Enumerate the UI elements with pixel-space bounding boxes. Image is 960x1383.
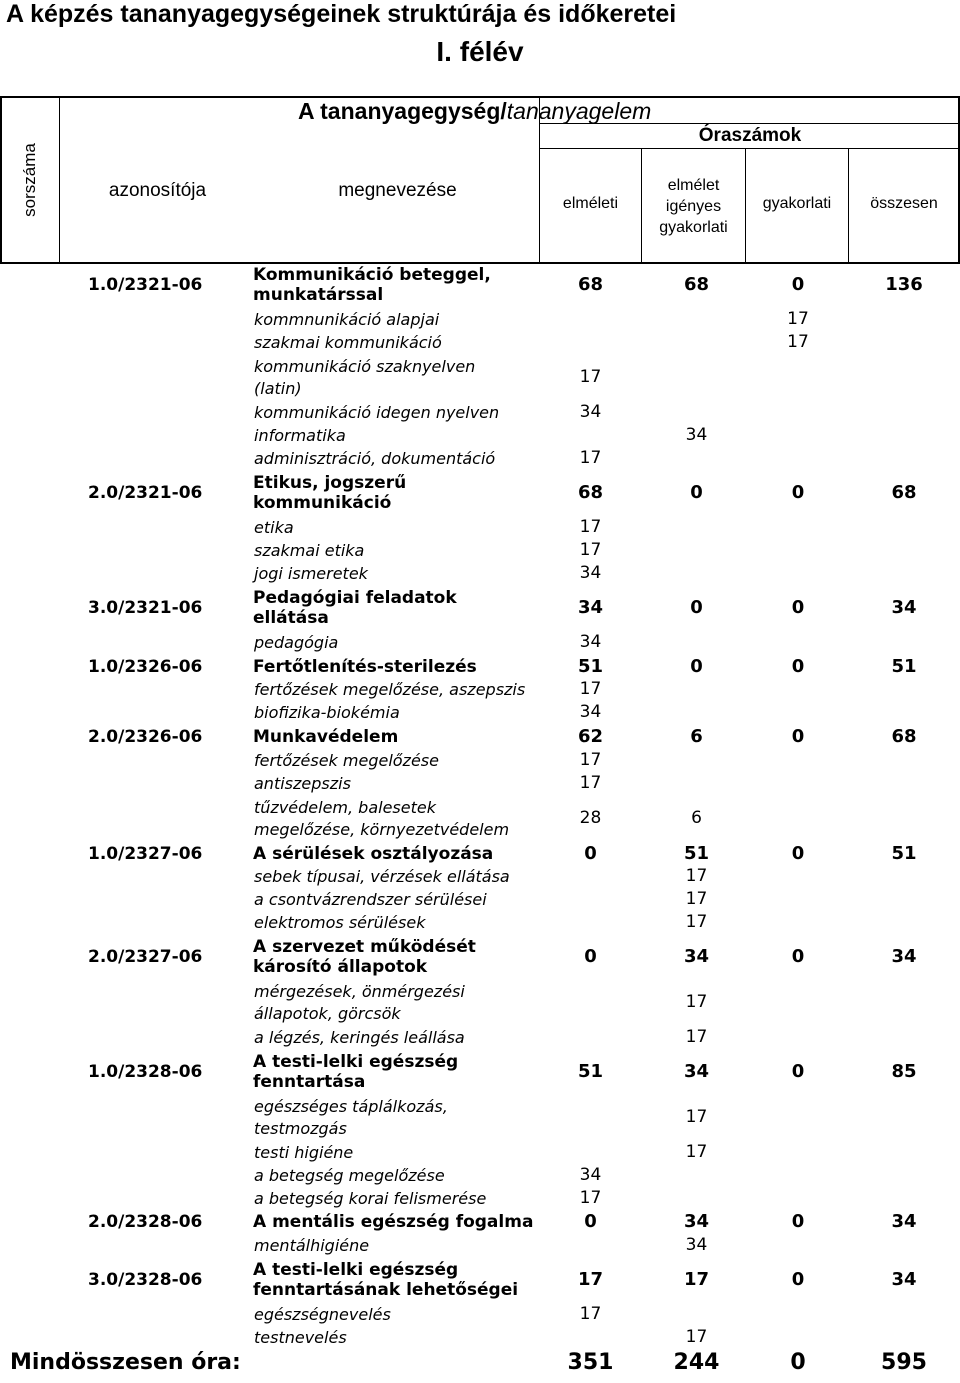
unit-name [253, 657, 477, 677]
unit-name [253, 1052, 458, 1092]
gyakorlati-value: 0 [791, 842, 805, 864]
azonositoja-label: azonosítója [108, 180, 207, 201]
elmeleti-value: 28 [579, 807, 602, 828]
name-line1: Pedagógiai feladatok [253, 588, 457, 608]
total-label: Mindösszesen óra: [10, 1350, 241, 1375]
element-row [0, 516, 960, 539]
elmeleti-value: 68 [577, 482, 604, 503]
name-line1: testi higiéne [254, 1142, 354, 1162]
osszesen-value: 51 [891, 655, 917, 677]
element-row [0, 401, 960, 424]
name-line1: mentálhigiéne [254, 1235, 370, 1255]
elmelet-igenyes-value: 0 [690, 655, 703, 677]
element-row [0, 1234, 960, 1257]
elmelet-igenyes-value: 17 [685, 865, 708, 886]
element-name [254, 1188, 486, 1210]
name-line2: fenntartása [253, 1072, 366, 1092]
unit-row [0, 1257, 960, 1303]
element-name [254, 1142, 353, 1164]
name-line2: ellátása [253, 608, 329, 628]
name-line1: testnevelés [254, 1327, 347, 1347]
element-row [0, 678, 960, 701]
unit-code: 2.0/2327-06 [88, 947, 203, 967]
osszesen-value: 68 [891, 725, 917, 747]
element-row [0, 701, 960, 724]
element-row [0, 1164, 960, 1187]
elmelet-igenyes-value: 68 [683, 274, 710, 295]
name-line1: adminisztráció, dokumentáció [254, 448, 496, 468]
elmelet-igenyes-value: 34 [683, 1061, 710, 1082]
name-line1: egészségnevelés [254, 1304, 391, 1324]
element-row [0, 354, 960, 401]
name-line1: a légzés, keringés leállása [254, 1027, 465, 1047]
semester-title: I. félév [436, 36, 524, 67]
elmeleti-value: 34 [579, 701, 602, 722]
element-name [254, 912, 425, 934]
name-line1: tűzvédelem, balesetek [254, 797, 436, 817]
element-name [254, 1304, 391, 1326]
element-row [0, 308, 960, 331]
elmeleti-value: 34 [577, 597, 604, 618]
element-name [254, 866, 510, 888]
name-line1: elektromos sérülések [254, 912, 426, 932]
unit-name [253, 1260, 518, 1300]
element-row [0, 980, 960, 1026]
gyakorlati-value: 0 [791, 1269, 805, 1290]
name-line1: pedagógia [254, 633, 339, 652]
elmelet-igenyes-value: 17 [683, 1269, 710, 1290]
name-line2: károsító állapotok [253, 957, 428, 977]
unit-row [0, 724, 960, 749]
total-osszesen: 595 [881, 1350, 927, 1375]
unit-row [0, 655, 960, 678]
element-name [254, 356, 475, 400]
element-row [0, 911, 960, 934]
element-row [0, 749, 960, 772]
name-line1: kommnunikáció alapjai [254, 309, 440, 329]
element-name [254, 332, 442, 354]
name-line1: Munkavédelem [253, 726, 399, 747]
elmelet-igenyes-value: 34 [683, 946, 710, 967]
name-line2: állapotok, görcsök [254, 1004, 401, 1023]
group-title-text [298, 96, 651, 126]
total-elmeleti: 351 [567, 1350, 614, 1375]
elmeleti-value: 0 [584, 1211, 597, 1232]
element-row [0, 795, 960, 842]
element-name [254, 889, 487, 911]
unit-code: 2.0/2328-06 [88, 1212, 203, 1232]
elmeleti-value: 17 [579, 678, 602, 699]
element-name [254, 448, 495, 470]
name-line1: etika [254, 517, 294, 537]
name-line2: fenntartásának lehetőségei [253, 1280, 519, 1300]
sorszama-label: sorszáma [20, 143, 39, 217]
unit-code: 3.0/2328-06 [88, 1270, 203, 1290]
total-elmelet-igenyes: 244 [673, 1350, 720, 1375]
osszesen-value: 51 [891, 842, 917, 864]
unit-name [253, 1212, 533, 1232]
name-line1: biofizika-biokémia [254, 702, 400, 722]
unit-name [253, 265, 491, 305]
elmelet-igenyes-value: 0 [690, 482, 703, 503]
element-row [0, 424, 960, 447]
elmelet-igenyes-value: 34 [685, 1234, 708, 1255]
elmeleti-value: 51 [577, 1061, 604, 1082]
unit-name [253, 937, 476, 977]
total-gyakorlati: 0 [790, 1350, 806, 1375]
unit-code: 1.0/2326-06 [88, 656, 203, 677]
name-line1: Fertőtlenítés-sterilezés [253, 656, 477, 677]
group-title-italic: tananyagelem [506, 98, 652, 124]
element-name [254, 425, 346, 447]
gyakorlati-value: 0 [791, 597, 805, 618]
elmeleti-value: 17 [579, 772, 602, 793]
elmeleti-value: 17 [579, 447, 602, 468]
elmeleti-value: 34 [579, 1164, 602, 1185]
name-line1: A testi-lelki egészség [253, 1260, 459, 1280]
megnevezese-label: megnevezése [338, 180, 457, 201]
elmeleti-value: 17 [579, 366, 602, 387]
elmelet-igenyes-value: 17 [685, 1026, 708, 1047]
elmelet-igenyes-value: 51 [683, 842, 710, 864]
total-row [0, 1350, 960, 1380]
elmeleti-value: 17 [577, 1269, 604, 1290]
element-name [254, 1165, 445, 1187]
element-row [0, 865, 960, 888]
element-row [0, 888, 960, 911]
name-line1: egészséges táplálkozás, [254, 1097, 448, 1116]
gyakorlati-value: 0 [791, 655, 805, 677]
unit-code: 1.0/2328-06 [88, 1062, 203, 1082]
elmeleti-value: 0 [584, 946, 597, 967]
name-line1: fertőzések megelőzése [254, 750, 439, 770]
element-name [254, 402, 499, 424]
group-title-bold: A tananyagegység/ [298, 98, 507, 124]
name-line1: a betegség megelőzése [254, 1165, 445, 1185]
elmelet-igenyes-value: 17 [685, 1326, 708, 1347]
unit-row [0, 262, 960, 308]
gyakorlati-value: 0 [791, 482, 805, 503]
name-line1: A testi-lelki egészség [253, 1052, 459, 1072]
name-line1: Kommunikáció beteggel, [253, 265, 491, 285]
elmeleti-label: elméleti [562, 195, 619, 212]
name-line2: testmozgás [254, 1119, 347, 1138]
element-row [0, 562, 960, 585]
elmeleti-value: 51 [577, 655, 604, 677]
elmeleti-value: 34 [579, 562, 602, 583]
unit-name [253, 844, 493, 864]
osszesen-value: 34 [891, 1211, 917, 1232]
osszesen-label: összesen [870, 195, 938, 212]
group-title [60, 96, 960, 126]
unit-row [0, 470, 960, 516]
unit-name [253, 473, 406, 513]
elmelet-igenyes-value: 6 [691, 807, 702, 828]
name-line1: fertőzések megelőzése, aszepszis [254, 679, 526, 699]
unit-code: 2.0/2326-06 [88, 726, 203, 747]
name-line1: informatika [254, 425, 346, 445]
element-row [0, 1303, 960, 1326]
gyakorlati-value: 0 [791, 946, 805, 967]
oraszamok-label: Óraszámok [698, 125, 802, 146]
unit-code: 1.0/2321-06 [88, 275, 203, 295]
unit-name [253, 727, 398, 747]
element-row [0, 1095, 960, 1141]
elmeleti-value: 17 [579, 516, 602, 537]
element-name [254, 797, 509, 841]
gyakorlati-value: 17 [787, 331, 809, 352]
element-name [254, 773, 351, 795]
unit-row [0, 1210, 960, 1234]
element-row [0, 1141, 960, 1164]
element-row [0, 1187, 960, 1210]
element-name [254, 309, 439, 331]
name-line2: megelőzése, környezetvédelem [254, 819, 510, 839]
element-name [254, 540, 364, 562]
element-row [0, 1026, 960, 1049]
name-line1: kommunikáció szaknyelven [254, 356, 476, 376]
name-line1: A sérülések osztályozása [253, 843, 494, 864]
elmelet-igenyes-value: 17 [685, 1107, 708, 1127]
name-line1: szakmai etika [254, 540, 365, 560]
elmeleti-value: 34 [579, 632, 602, 652]
elmeleti-value: 68 [577, 274, 604, 295]
element-row [0, 631, 960, 655]
gyakorlati-label: gyakorlati [762, 195, 832, 212]
elmeleti-value: 17 [579, 1187, 602, 1208]
elmelet-igenyes-value: 34 [683, 1211, 710, 1232]
unit-code: 2.0/2321-06 [88, 483, 203, 503]
name-line1: Etikus, jogszerű [253, 473, 407, 493]
header-divider [539, 148, 959, 149]
name-line1: kommunikáció idegen nyelven [254, 402, 500, 422]
osszesen-value: 136 [885, 274, 923, 295]
element-name [254, 702, 400, 724]
unit-row [0, 934, 960, 980]
osszesen-value: 68 [891, 482, 917, 503]
element-name [254, 679, 525, 701]
name-line1: A mentális egészség fogalma [253, 1212, 534, 1232]
element-name [254, 750, 439, 772]
elmeleti-value: 34 [579, 401, 602, 422]
elmelet-igenyes-value: 17 [685, 1141, 708, 1162]
name-line1: mérgezések, önmérgezési [254, 982, 465, 1001]
elmelet-igenyes-value: 34 [685, 424, 708, 445]
name-line1: jogi ismeretek [254, 563, 368, 583]
element-name [254, 1096, 448, 1140]
element-row [0, 447, 960, 470]
elmelet-igenyes-line1: elmélet [667, 177, 720, 194]
elmelet-igenyes-value: 6 [690, 725, 703, 747]
elmelet-igenyes-value: 17 [685, 888, 708, 909]
name-line1: szakmai kommunikáció [254, 332, 442, 352]
name-line1: a csontvázrendszer sérülései [254, 889, 487, 909]
osszesen-value: 34 [891, 1269, 917, 1290]
elmeleti-value: 0 [584, 842, 597, 864]
gyakorlati-value: 0 [791, 1211, 805, 1232]
element-row [0, 539, 960, 562]
gyakorlati-value: 0 [791, 725, 805, 747]
elmelet-igenyes-line3: gyakorlati [659, 219, 728, 236]
gyakorlati-value: 0 [791, 274, 805, 295]
unit-code: 1.0/2327-06 [88, 843, 203, 864]
name-line1: antiszepszis [254, 773, 351, 793]
element-name [254, 1235, 369, 1257]
elmelet-igenyes-value: 0 [690, 597, 703, 618]
unit-row [0, 842, 960, 865]
sorszama-header-cell [0, 96, 59, 263]
element-name [254, 981, 465, 1025]
element-name [254, 517, 294, 539]
elmelet-igenyes-gyakorlati-label [642, 175, 745, 238]
elmelet-igenyes-value: 17 [685, 911, 708, 932]
elmeleti-value: 62 [577, 725, 604, 747]
elmeleti-value: 17 [579, 1303, 602, 1324]
elmeleti-value: 17 [579, 539, 602, 560]
gyakorlati-value: 0 [791, 1061, 805, 1082]
name-line1: A szervezet működését [253, 937, 476, 957]
elmelet-igenyes-line2: igényes [665, 198, 722, 215]
name-line2: (latin) [254, 378, 302, 398]
element-name [254, 632, 338, 654]
element-row [0, 772, 960, 795]
name-line1: a betegség korai felismerése [254, 1188, 487, 1208]
osszesen-value: 34 [891, 597, 917, 618]
unit-name [253, 588, 457, 628]
gyakorlati-value: 17 [787, 308, 809, 329]
name-line2: munkatárssal [253, 285, 384, 305]
unit-row [0, 1049, 960, 1095]
name-line2: kommunikáció [253, 493, 392, 513]
unit-code: 3.0/2321-06 [88, 598, 203, 618]
osszesen-value: 85 [891, 1061, 917, 1082]
name-line1: sebek típusai, vérzések ellátása [254, 866, 510, 886]
osszesen-value: 34 [891, 946, 917, 967]
element-name [254, 1327, 347, 1349]
element-row [0, 331, 960, 354]
unit-row [0, 585, 960, 631]
elmelet-igenyes-value: 17 [685, 992, 708, 1012]
elmeleti-value: 17 [579, 749, 602, 770]
document-title: A képzés tananyagegységeinek struktúrája és időkeretei [6, 0, 677, 28]
element-name [254, 1027, 465, 1049]
element-row [0, 1326, 960, 1349]
element-name [254, 563, 368, 585]
